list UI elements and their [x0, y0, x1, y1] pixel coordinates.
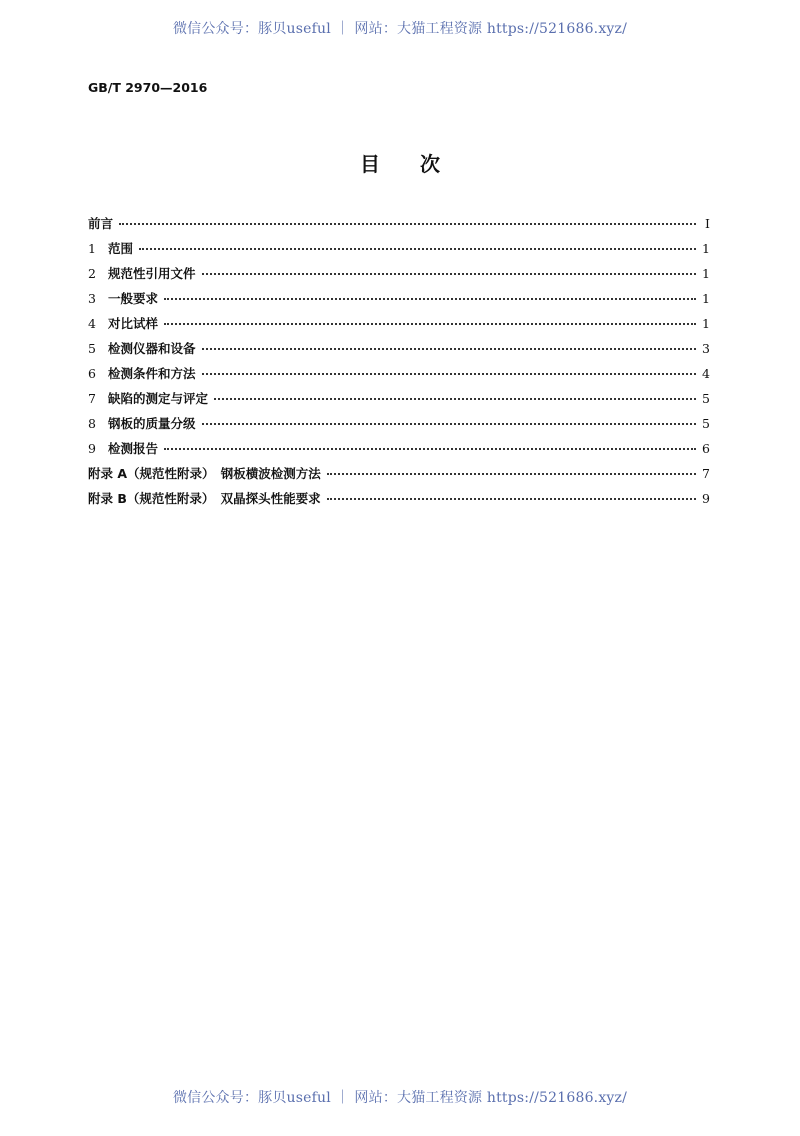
toc-entry-label: 规范性引用文件 — [108, 266, 196, 281]
toc-entry-7[interactable] — [88, 389, 710, 414]
toc-entry-annex-a[interactable] — [88, 464, 710, 489]
watermark-top: 微信公众号：豚贝useful ｜ 网站：大猫工程资源 https://521686.xyz/ — [172, 21, 628, 37]
toc-entry-page: 7 — [702, 466, 710, 481]
toc-leader-dots — [214, 398, 696, 400]
toc-entry-page: 1 — [702, 266, 710, 281]
toc-leader-dots — [139, 248, 696, 250]
toc-entry-label: 检测报告 — [108, 441, 159, 456]
table-of-contents — [88, 214, 710, 514]
toc-leader-dots — [164, 298, 696, 300]
toc-leader-dots — [202, 423, 696, 425]
toc-entry-page: Ⅰ — [705, 216, 710, 231]
toc-leader-dots — [164, 323, 696, 325]
watermark-bottom: 微信公众号：豚贝useful ｜ 网站：大猫工程资源 https://521686.xyz/ — [172, 1090, 628, 1106]
toc-entry-number: 2 — [88, 266, 96, 281]
standard-code: GB/T 2970—2016 — [88, 80, 208, 95]
toc-leader-dots — [119, 223, 696, 225]
toc-entry-8[interactable] — [88, 414, 710, 439]
toc-entry-5[interactable] — [88, 339, 710, 364]
toc-entry-number: 1 — [88, 241, 96, 256]
toc-entry-number: 7 — [88, 391, 96, 406]
toc-entry-number: 9 — [88, 441, 96, 456]
toc-entry-page: 5 — [702, 391, 710, 406]
toc-entry-page: 9 — [702, 491, 710, 506]
toc-leader-dots — [202, 373, 696, 375]
toc-entry-label: 附录 A（规范性附录） 钢板横波检测方法 — [88, 466, 321, 481]
toc-leader-dots — [327, 498, 696, 500]
toc-entry-label: 前言 — [88, 216, 114, 231]
toc-entry-page: 1 — [702, 291, 710, 306]
toc-entry-number: 6 — [88, 366, 96, 381]
toc-entry-2[interactable] — [88, 264, 710, 289]
toc-entry-label: 缺陷的测定与评定 — [108, 391, 209, 406]
toc-entry-foreword[interactable] — [88, 214, 710, 239]
toc-entry-label: 检测条件和方法 — [108, 366, 196, 381]
toc-entry-number: 3 — [88, 291, 96, 306]
toc-entry-label: 一般要求 — [108, 291, 159, 306]
toc-entry-9[interactable] — [88, 439, 710, 464]
toc-entry-annex-b[interactable] — [88, 489, 710, 514]
toc-entry-label: 范围 — [108, 241, 134, 256]
toc-leader-dots — [164, 448, 696, 450]
toc-entry-label: 检测仪器和设备 — [108, 341, 196, 356]
toc-entry-label: 钢板的质量分级 — [108, 416, 196, 431]
toc-entry-page: 3 — [702, 341, 710, 356]
toc-leader-dots — [202, 348, 696, 350]
toc-entry-1[interactable] — [88, 239, 710, 264]
toc-leader-dots — [327, 473, 696, 475]
toc-entry-page: 5 — [702, 416, 710, 431]
toc-leader-dots — [202, 273, 696, 275]
toc-entry-page: 4 — [702, 366, 710, 381]
toc-entry-number: 8 — [88, 416, 96, 431]
toc-entry-label: 对比试样 — [108, 316, 159, 331]
toc-entry-3[interactable] — [88, 289, 710, 314]
toc-entry-page: 6 — [702, 441, 710, 456]
toc-title: 目次 — [360, 152, 480, 176]
toc-entry-page: 1 — [702, 241, 710, 256]
toc-entry-number: 5 — [88, 341, 96, 356]
toc-entry-number: 4 — [88, 316, 96, 331]
toc-entry-label: 附录 B（规范性附录） 双晶探头性能要求 — [88, 491, 321, 506]
toc-entry-4[interactable] — [88, 314, 710, 339]
toc-entry-6[interactable] — [88, 364, 710, 389]
toc-entry-page: 1 — [702, 316, 710, 331]
